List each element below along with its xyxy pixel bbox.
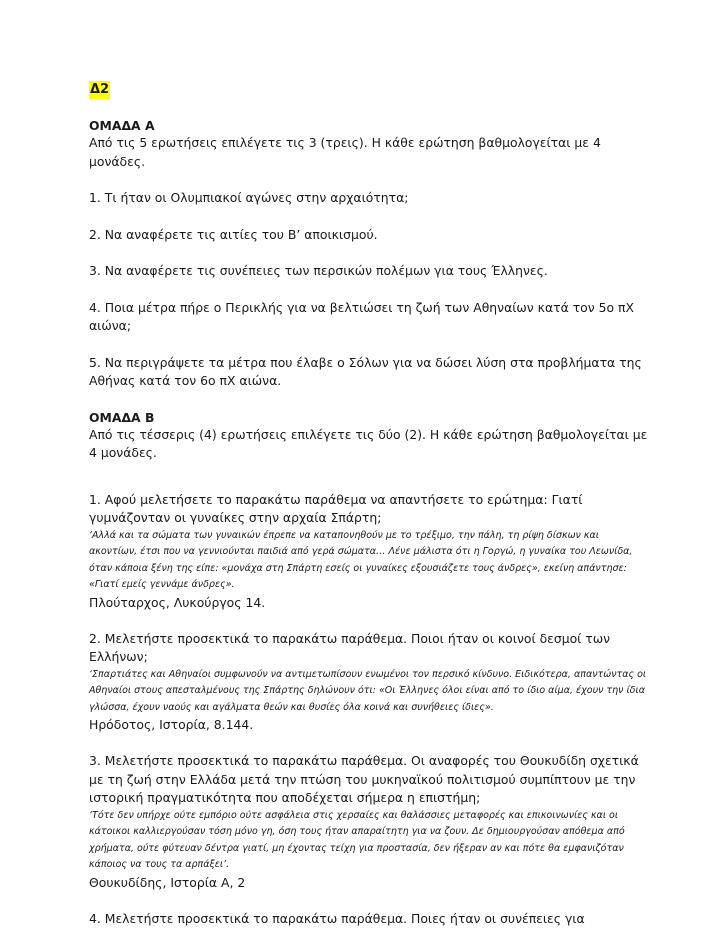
document-page <box>89 78 649 928</box>
group-b-title: ΟΜΑΔΑ Β <box>89 409 155 425</box>
group-b-quote-1: ‘Αλλά και τα σώματα των γυναικών έπρεπε να καταπονηθούν με το τρέξιμο, την πάλη, τη ρίψη δίσκων και ακοντίων, έτσι που να γεννιούνται παιδιά από γερά σώματα… Λένε μάλιστα ότι η Γοργώ, η γυναίκα του Λεωνίδα, όταν κάποια ξένη της είπε: «μονάχα στη Σπάρτη εσείς οι γυναίκες εξουσιάζετε τους άνδρες», εκείνη απάντησε: «Γιατί εμείς γεννάμε άνδρες». <box>89 529 633 590</box>
group-a-question-4: 4. Ποια μέτρα πήρε ο Περικλής για να βελτιώσει τη ζωή των Αθηναίων κατά τον 5ο πΧ αιώνα; <box>89 299 634 333</box>
document-label: Δ2 <box>90 82 110 97</box>
group-b-source-1: Πλούταρχος, Λυκούργος 14. <box>89 594 266 610</box>
group-a-instructions: Από τις 5 ερωτήσεις επιλέγετε τις 3 (τρεις). Η κάθε ερώτηση βαθμολογείται με 4 μονάδες. <box>89 135 601 169</box>
group-b-question-3: 3. Μελετήστε προσεκτικά το παρακάτω παράθεμα. Οι αναφορές του Θουκυδίδη σχετικά με τη ζωή στην Ελλάδα μετά την πτώση του μυκηναϊκού πολιτισμού συμπίπτουν με την ιστορική πραγματικότητα που αποδέχεται σήμερα η επιστήμη; <box>89 753 639 805</box>
group-a-question-5: 5. Να περιγράψετε τα μέτρα που έλαβε ο Σόλων για να δώσει λύση στα προβλήματα της Αθήνας κατά τον 6ο πΧ αιώνα. <box>89 354 642 388</box>
group-b-quote-2: ‘Σπαρτιάτες και Αθηναίοι συμφωνούν να αντιμετωπίσουν ενωμένοι τον περσικό κίνδυνο. Ειδικότερα, απαντώντας οι Αθηναίοι στους απεσταλμένους της Σπάρτης δηλώνουν ότι: «Οι Έλληνες όλοι είναι από το ίδιο αίμα, έχουν την ίδια γλώσσα, έχουν ναούς και αγάλματα θεών και θυσίες όλα κοινά και συνήθειες ίδιες». <box>89 668 647 713</box>
group-a-question-2: 2. Να αναφέρετε τις αιτίες του Β’ αποικισμού. <box>89 226 378 242</box>
group-a-question-3: 3. Να αναφέρετε τις συνέπειες των περσικών πολέμων για τους Έλληνες. <box>89 263 548 278</box>
group-b-quote-3: ‘Τότε δεν υπήρχε ούτε εμπόριο ούτε ασφάλεια στις χερσαίες και θαλάσσιες μεταφορές και επικοινωνίες και οι κάτοικοι καλλιεργούσαν τόση μόνο γη, όση τους ήταν απαραίτητη για να ζουν. Δε δημιουργούσαν απόθεμα από χρήματα, ούτε φύτευαν δέντρα γιατί, μη έχοντας τείχη για προστασία, δεν ήξεραν αν και πότε θα εμφανιζόταν κάποιος να τους τα αρπάξει’. <box>89 809 625 870</box>
group-b-question-2: 2. Μελετήστε προσεκτικά το παρακάτω παράθεμα. Ποιοι ήταν οι κοινοί δεσμοί των Ελλήνων; <box>89 630 611 664</box>
group-b-instructions: Από τις τέσσερις (4) ερωτήσεις επιλέγετε τις δύο (2). Η κάθε ερώτηση βαθμολογείται με 4 μονάδες. <box>89 426 648 460</box>
group-b-source-3: Θουκυδίδης, Ιστορία Α, 2 <box>89 874 246 890</box>
group-b-source-2: Ηρόδοτος, Ιστορία, 8.144. <box>89 717 254 732</box>
group-b-question-1: 1. Αφού μελετήσετε το παρακάτω παράθεμα να απαντήσετε το ερώτημα: Γιατί γυμνάζονταν οι γυναίκες στην αρχαία Σπάρτη; <box>89 491 583 525</box>
group-a-question-1: 1. Τι ήταν οι Ολυμπιακοί αγώνες στην αρχαιότητα; <box>89 190 409 205</box>
group-b-question-4: 4. Μελετήστε προσεκτικά το παρακάτω παράθεμα. Ποιες ήταν οι συνέπειες για <box>89 910 585 926</box>
group-a-title: ΟΜΑΔΑ Α <box>89 118 155 133</box>
